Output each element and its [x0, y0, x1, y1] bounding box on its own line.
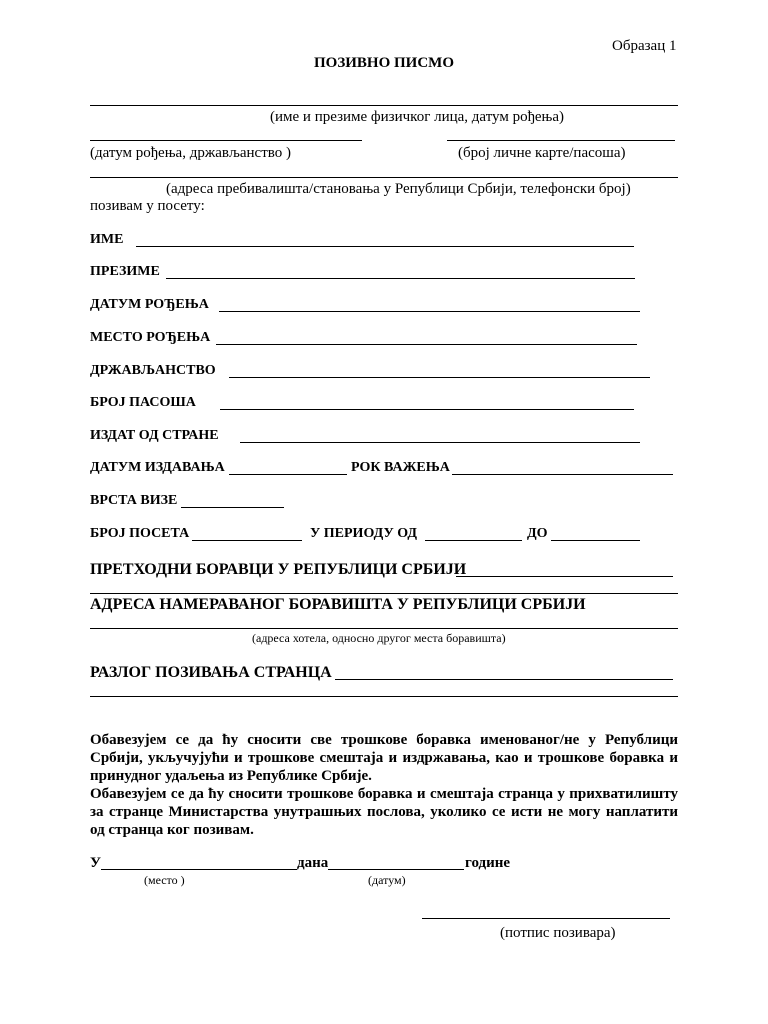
signature-hint: (потпис позивара): [500, 925, 616, 941]
field-line-period-from[interactable]: [425, 540, 522, 541]
field-label-period-to: ДО: [527, 526, 548, 541]
invite-text: позивам у посету:: [90, 198, 205, 214]
field-line-dob[interactable]: [219, 311, 640, 312]
stay-address-label: АДРЕСА НАМЕРАВАНОГ БОРАВИШТА У РЕПУБЛИЦИ СРБИЈИ: [90, 596, 586, 613]
form-number: Образац 1: [612, 38, 677, 54]
day-label: дана: [297, 855, 329, 871]
field-line-passport[interactable]: [220, 409, 634, 410]
field-label-citizenship: ДРЖАВЉАНСТВО: [90, 363, 216, 378]
field-line-period-to[interactable]: [551, 540, 640, 541]
field-line-issued-by[interactable]: [240, 442, 640, 443]
stay-address-hint: (адреса хотела, односно другог места боравишта): [252, 631, 506, 645]
field-label-name: ИМЕ: [90, 232, 124, 247]
obligation-paragraph-1: Обавезујем се да ћу сносити све трошкове боравка именованог/не у Републици Србији, укључујући и трошкове смештаја и издржавања, као и трошкове боравка и принудног удаљења из Републике Србије.: [90, 732, 678, 784]
inviter-dob-hint: (датум рођења, држављанство ): [90, 145, 291, 161]
field-line-visa-type[interactable]: [181, 507, 284, 508]
obligation-paragraph-2: Обавезујем се да ћу сносити трошкове боравка и смештаја странца у прихватилишту за странце Министарства унутрашњих послова, уколико се исти не могу наплатити од странца ког позивам.: [90, 786, 678, 838]
reason-line[interactable]: [335, 679, 673, 680]
stay-address-line[interactable]: [90, 628, 678, 629]
field-label-pob: МЕСТО РОЂЕЊА: [90, 330, 211, 345]
field-line-citizenship[interactable]: [229, 377, 650, 378]
inviter-address-hint: (адреса пребивалишта/становања у Републици Србији, телефонски број): [166, 181, 631, 197]
field-label-dob: ДАТУМ РОЂЕЊА: [90, 297, 209, 312]
year-label: године: [465, 855, 511, 871]
inviter-id-hint: (број личне карте/пасоша): [458, 145, 626, 161]
signature-line[interactable]: [422, 918, 670, 919]
field-label-surname: ПРЕЗИМЕ: [90, 264, 160, 279]
field-label-issue-date: ДАТУМ ИЗДАВАЊА: [90, 460, 225, 475]
inviter-id-line[interactable]: [447, 140, 675, 141]
field-label-visits: БРОЈ ПОСЕТА: [90, 526, 190, 541]
inviter-name-line[interactable]: [90, 105, 678, 106]
date-hint: (датум): [368, 873, 406, 887]
reason-line-2[interactable]: [90, 696, 678, 697]
field-label-issued-by: ИЗДАТ ОД СТРАНЕ: [90, 428, 219, 443]
field-line-valid-until[interactable]: [452, 474, 673, 475]
previous-stays-line-2[interactable]: [90, 593, 678, 594]
previous-stays-line[interactable]: [456, 576, 673, 577]
field-line-visits[interactable]: [192, 540, 302, 541]
field-line-issue-date[interactable]: [229, 474, 347, 475]
field-line-surname[interactable]: [166, 278, 635, 279]
place-prefix: У: [90, 855, 102, 871]
page-title: ПОЗИВНО ПИСМО: [313, 55, 454, 71]
date-line[interactable]: [328, 869, 464, 870]
field-label-valid-until: РОК ВАЖЕЊА: [351, 460, 450, 475]
field-line-name[interactable]: [136, 246, 634, 247]
place-line[interactable]: [101, 869, 297, 870]
inviter-dob-line[interactable]: [90, 140, 362, 141]
inviter-address-line[interactable]: [90, 177, 678, 178]
field-label-visa-type: ВРСТА ВИЗЕ: [90, 493, 178, 508]
inviter-name-hint: (име и презиме физичког лица, датум рођења): [270, 109, 564, 125]
previous-stays-label: ПРЕТХОДНИ БОРАВЦИ У РЕПУБЛИЦИ СРБИЈИ: [90, 561, 467, 578]
field-label-period-from: У ПЕРИОДУ ОД: [310, 526, 418, 541]
place-hint: (место ): [144, 873, 185, 887]
reason-label: РАЗЛОГ ПОЗИВАЊА СТРАНЦА: [90, 664, 332, 681]
field-label-passport: БРОЈ ПАСОША: [90, 395, 196, 410]
field-line-pob[interactable]: [216, 344, 637, 345]
